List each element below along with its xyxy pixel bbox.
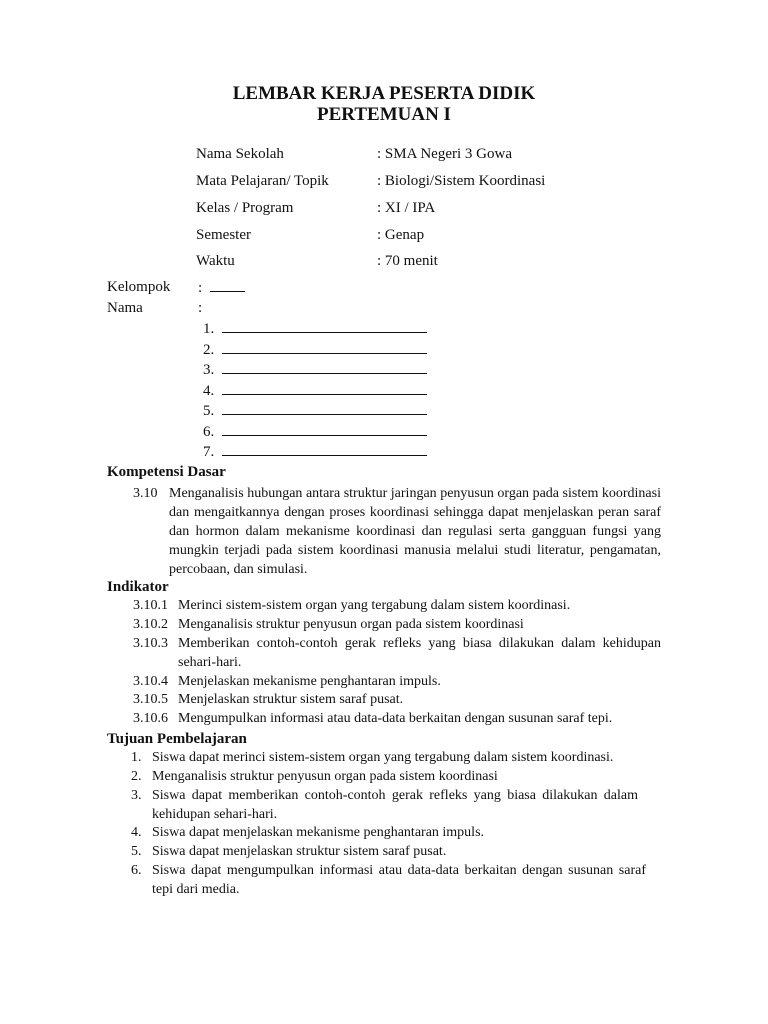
member-number: 3. bbox=[203, 362, 215, 378]
item-number: 3.10.1 bbox=[133, 598, 168, 613]
document-title: LEMBAR KERJA PESERTA DIDIK bbox=[232, 83, 536, 104]
member-blank-line bbox=[222, 339, 427, 354]
names-label: Nama bbox=[107, 300, 143, 316]
item-text: Siswa dapat memberikan contoh-contoh gerak refleks yang biasa dilakukan dalam kehidupan sehari-hari. bbox=[152, 788, 638, 822]
info-label: Kelas / Program bbox=[196, 200, 294, 216]
item-number: 6. bbox=[131, 863, 142, 878]
member-blank-line bbox=[222, 421, 427, 436]
info-label: Mata Pelajaran/ Topik bbox=[196, 173, 329, 189]
item-text: Mengumpulkan informasi atau data-data berkaitan dengan susunan saraf tepi. bbox=[178, 711, 613, 726]
member-line bbox=[203, 400, 427, 421]
item-text: Menganalisis struktur penyusun organ pada sistem koordinasi bbox=[152, 769, 498, 784]
member-blank-line bbox=[222, 359, 427, 374]
member-line bbox=[203, 380, 427, 401]
member-number: 4. bbox=[203, 383, 215, 399]
names-colon: : bbox=[198, 300, 203, 316]
item-text: Siswa dapat mengumpulkan informasi atau data-data berkaitan dengan susunan saraf tepi dari media. bbox=[152, 863, 646, 897]
info-label: Waktu bbox=[196, 253, 235, 269]
info-value: : Genap bbox=[377, 227, 425, 243]
member-number: 2. bbox=[203, 342, 215, 358]
section-heading-indikator: Indikator bbox=[107, 579, 169, 595]
member-blank-line bbox=[222, 380, 427, 395]
item-text: Menjelaskan struktur sistem saraf pusat. bbox=[178, 692, 404, 707]
item-number: 1. bbox=[131, 750, 142, 765]
item-text: Siswa dapat menjelaskan struktur sistem saraf pusat. bbox=[152, 844, 447, 859]
item-text: Siswa dapat merinci sistem-sistem organ yang tergabung dalam sistem koordinasi. bbox=[152, 750, 614, 765]
item-text: Menjelaskan mekanisme penghantaran impuls. bbox=[178, 674, 441, 689]
item-text: Merinci sistem-sistem organ yang tergabung dalam sistem koordinasi. bbox=[178, 598, 571, 613]
member-blank-line bbox=[222, 441, 427, 456]
member-number: 7. bbox=[203, 444, 215, 460]
item-number: 3. bbox=[131, 788, 142, 803]
document-subtitle: PERTEMUAN I bbox=[317, 104, 451, 125]
group-blank-line bbox=[210, 277, 245, 292]
member-number: 6. bbox=[203, 424, 215, 440]
info-label: Nama Sekolah bbox=[196, 146, 284, 162]
section-heading-tujuan: Tujuan Pembelajaran bbox=[107, 731, 247, 747]
member-line bbox=[203, 359, 427, 380]
group-field bbox=[198, 277, 245, 298]
member-blank-line bbox=[222, 400, 427, 415]
item-text: Menganalisis struktur penyusun organ pada sistem koordinasi bbox=[178, 617, 524, 632]
member-line bbox=[203, 441, 427, 462]
item-number: 3.10.3 bbox=[133, 636, 168, 651]
item-number: 3.10.6 bbox=[133, 711, 168, 726]
info-label: Semester bbox=[196, 227, 251, 243]
item-text: Siswa dapat menjelaskan mekanisme penghantaran impuls. bbox=[152, 825, 485, 840]
item-number: 3.10.2 bbox=[133, 617, 168, 632]
item-number: 3.10 bbox=[133, 486, 158, 501]
item-text: Memberikan contoh-contoh gerak refleks yang biasa dilakukan dalam kehidupan sehari-hari. bbox=[178, 636, 661, 670]
item-number: 5. bbox=[131, 844, 142, 859]
info-value: : SMA Negeri 3 Gowa bbox=[377, 146, 512, 162]
info-value: : XI / IPA bbox=[377, 200, 436, 216]
member-number: 5. bbox=[203, 403, 215, 419]
member-number: 1. bbox=[203, 321, 215, 337]
member-line bbox=[203, 318, 427, 339]
item-text: Menganalisis hubungan antara struktur jaringan penyusun organ pada sistem koordinasi dan mengaitkannya dengan proses koordinasi sehingga dapat menjelaskan peran saraf dan hormon dalam mekanisme koordinasi dan regulasi serta gangguan fungsi yang mungkin terjadi pada sistem koordinasi manusia melalui studi literatur, pengamatan, percobaan, dan simulasi. bbox=[169, 486, 661, 577]
group-colon: : bbox=[198, 280, 203, 296]
item-number: 4. bbox=[131, 825, 142, 840]
item-number: 3.10.4 bbox=[133, 674, 168, 689]
group-label: Kelompok bbox=[107, 279, 171, 295]
item-number: 3.10.5 bbox=[133, 692, 168, 707]
info-value: : Biologi/Sistem Koordinasi bbox=[377, 173, 546, 189]
item-number: 2. bbox=[131, 769, 142, 784]
info-value: : 70 menit bbox=[377, 253, 438, 269]
member-line bbox=[203, 421, 427, 442]
member-line bbox=[203, 339, 427, 360]
section-heading-kompetensi: Kompetensi Dasar bbox=[107, 464, 226, 480]
member-blank-line bbox=[222, 318, 427, 333]
